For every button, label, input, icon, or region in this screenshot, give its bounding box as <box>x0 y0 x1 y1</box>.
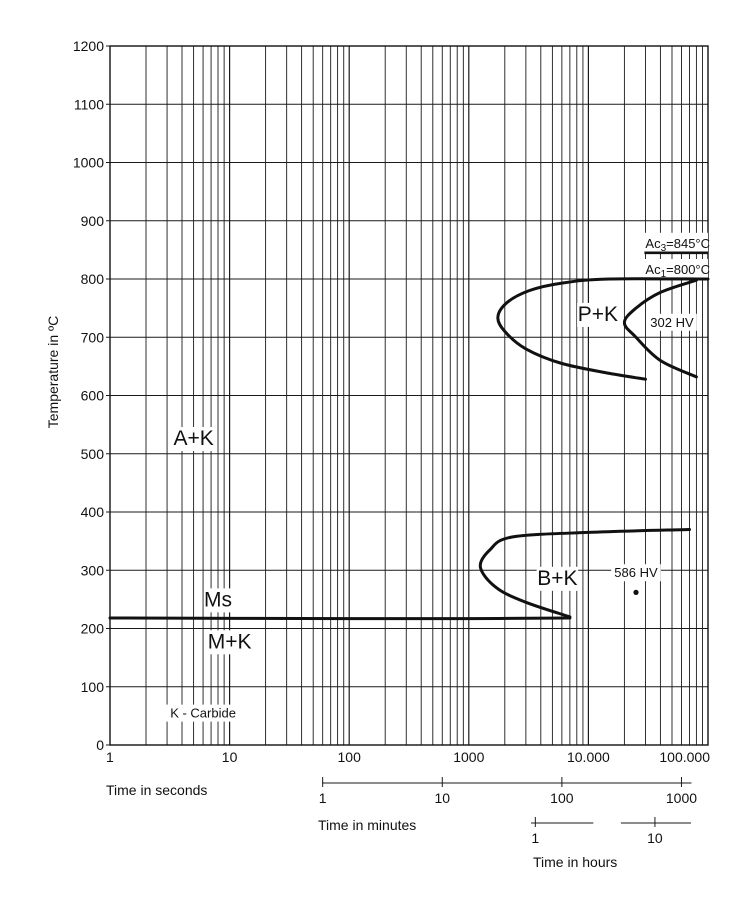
reference-lines <box>642 233 710 280</box>
hardness-point <box>633 590 638 595</box>
x-tick-label: 100.000 <box>659 749 710 765</box>
region-label: P+K <box>577 302 619 326</box>
secondary-tick-label: 10 <box>434 790 451 806</box>
secondary-tick-label: 10 <box>647 830 663 846</box>
y-tick-labels <box>73 38 110 753</box>
annotation: K - Carbide <box>170 705 236 721</box>
x-axis-title-minutes: Time in minutes <box>318 817 417 833</box>
y-axis-title: Temperature in ºC <box>45 315 61 429</box>
x-tick-label: 10.000 <box>566 749 610 765</box>
y-tick-label: 0 <box>96 737 104 753</box>
annotation: 586 HV <box>614 565 658 581</box>
y-tick-label: 200 <box>80 620 104 637</box>
y-tick-label: 800 <box>80 271 104 287</box>
secondary-tick-label: 1 <box>318 790 327 806</box>
horizontal-gridlines <box>110 104 711 687</box>
y-tick-label: 400 <box>80 504 104 520</box>
reference-label: Ac1=800°C <box>645 262 711 280</box>
y-tick-label: 1200 <box>72 38 104 54</box>
x-axis-title-seconds: Time in seconds <box>106 782 208 798</box>
region-label: M+K <box>207 630 252 654</box>
y-tick-label: 900 <box>80 212 104 229</box>
region-labels <box>173 303 619 654</box>
x-tick-label: 1 <box>106 749 114 765</box>
region-label: A+K <box>173 427 214 451</box>
x-tick-label: 1000 <box>453 749 485 765</box>
region-label: B+K <box>537 566 578 590</box>
y-tick-label: 300 <box>80 562 104 579</box>
region-label: Ms <box>204 588 233 612</box>
secondary-tick-label: 1 <box>531 830 540 846</box>
y-tick-label: 100 <box>80 678 104 695</box>
ms-line <box>110 618 570 619</box>
x-tick-label: 100 <box>337 749 361 765</box>
secondary-tick-label: 1000 <box>665 790 698 806</box>
x-tick-label: 10 <box>221 749 238 765</box>
x-axis-title-hours: Time in hours <box>533 854 618 870</box>
x-tick-labels <box>106 749 710 765</box>
y-tick-label: 1100 <box>73 96 104 113</box>
secondary-tick-label: 100 <box>550 790 574 806</box>
y-tick-label: 600 <box>80 387 104 404</box>
reference-label: Ac3=845°C <box>645 235 711 254</box>
data-points <box>633 590 638 595</box>
secondary-time-axes <box>318 777 697 870</box>
y-tick-label: 500 <box>80 445 104 462</box>
y-tick-label: 1000 <box>72 154 104 171</box>
annotation: 302 HV <box>650 314 694 330</box>
y-tick-label: 700 <box>80 329 104 346</box>
